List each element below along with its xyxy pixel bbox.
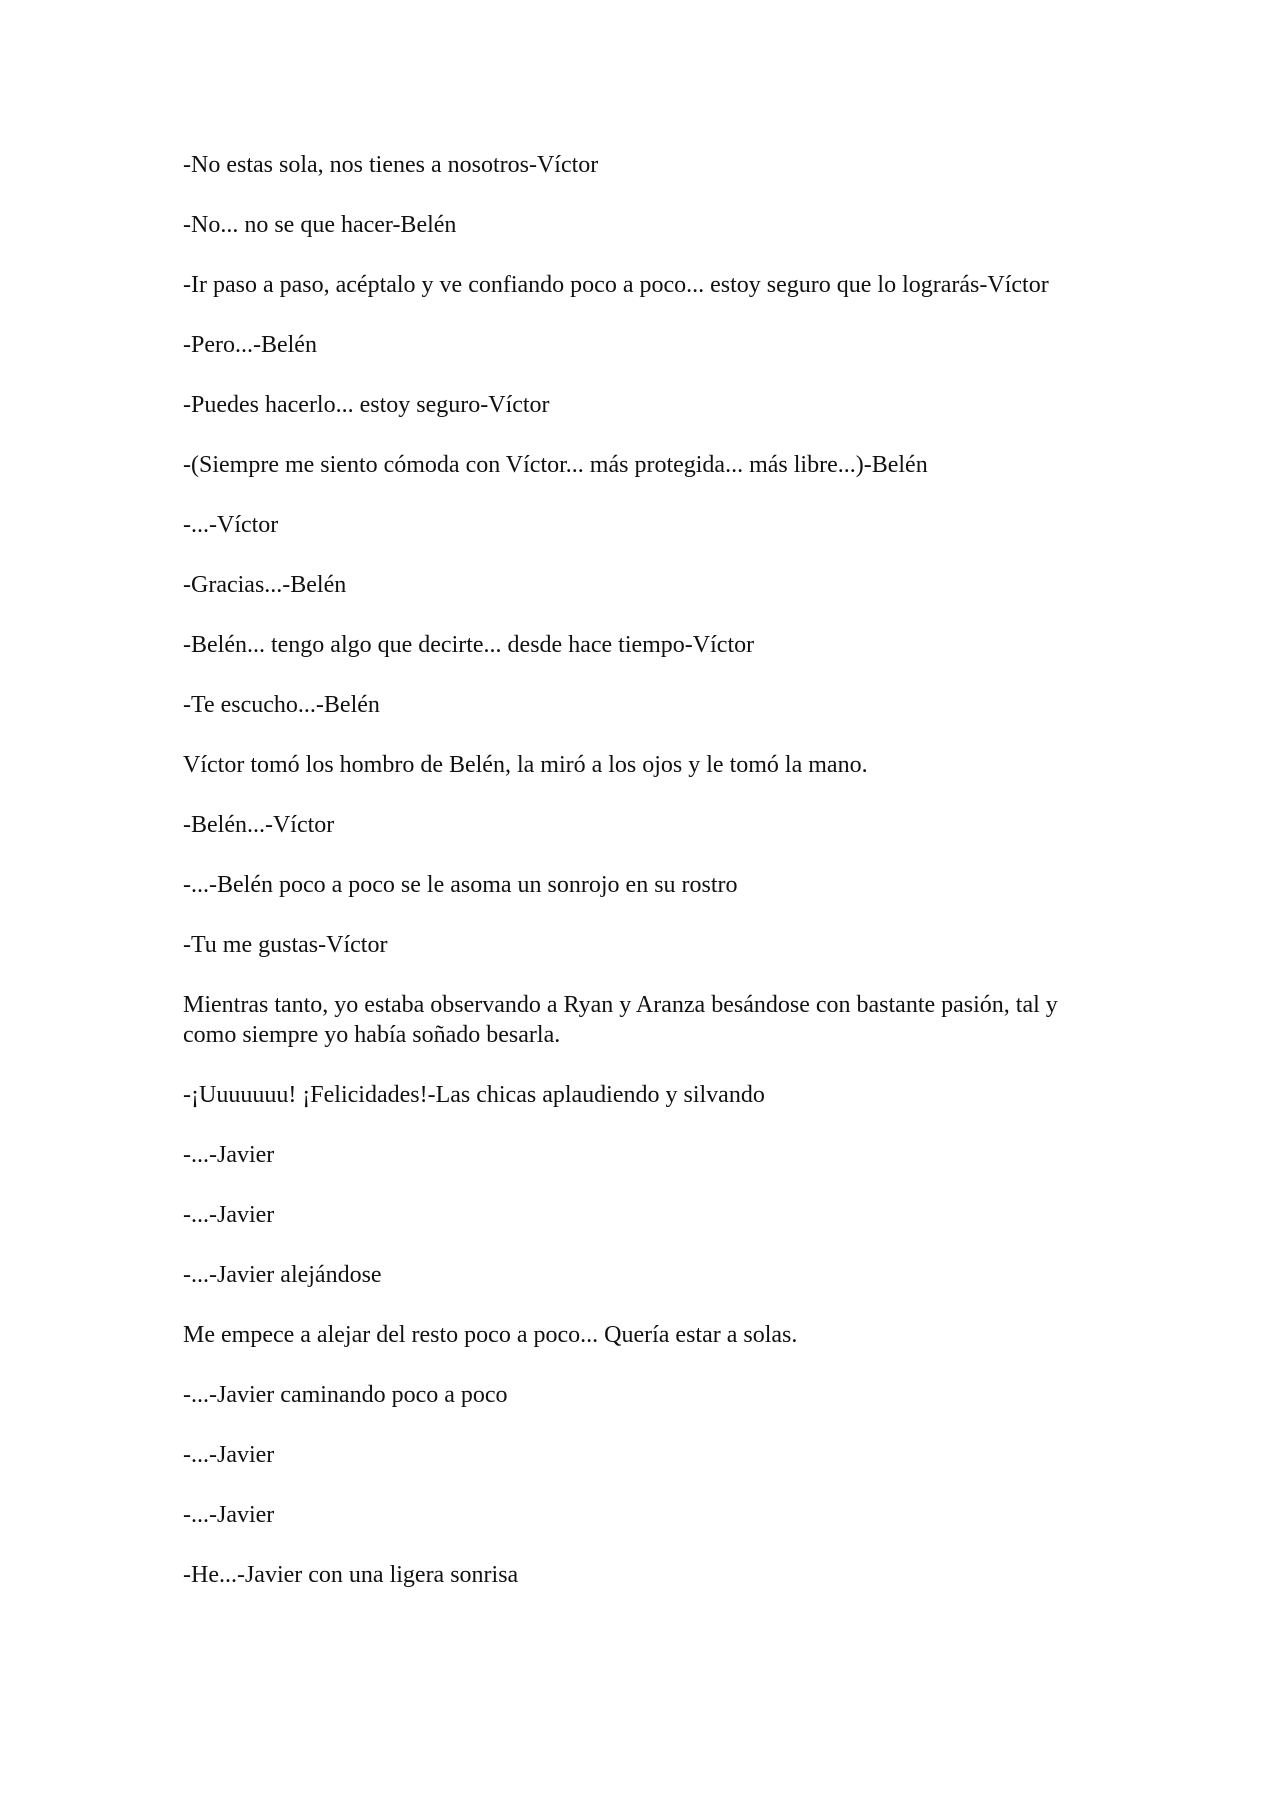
paragraph: -Puedes hacerlo... estoy seguro-Víctor (183, 392, 550, 418)
paragraph: -Tu me gustas-Víctor (183, 932, 388, 958)
paragraph: -No estas sola, nos tienes a nosotros-Víctor (183, 152, 599, 178)
paragraph: -Belén...-Víctor (183, 812, 335, 838)
paragraph: -He...-Javier con una ligera sonrisa (183, 1562, 519, 1588)
paragraph: -...-Javier (183, 1502, 275, 1528)
paragraph: -Pero...-Belén (183, 332, 317, 358)
document-body (183, 150, 1083, 1620)
paragraph: -Gracias...-Belén (183, 572, 347, 598)
paragraph: -...-Javier (183, 1442, 275, 1468)
paragraph: Víctor tomó los hombro de Belén, la miró a los ojos y le tomó la mano. (183, 752, 868, 778)
paragraph: -No... no se que hacer-Belén (183, 212, 457, 238)
paragraph: -Te escucho...-Belén (183, 692, 380, 718)
paragraph: -¡Uuuuuuu! ¡Felicidades!-Las chicas aplaudiendo y silvando (183, 1082, 765, 1108)
paragraph: -...-Javier (183, 1142, 275, 1168)
paragraph: -Ir paso a paso, acéptalo y ve confiando poco a poco... estoy seguro que lo lograrás-Víctor (183, 272, 1049, 298)
paragraph: -...-Víctor (183, 512, 279, 538)
paragraph: -...-Javier (183, 1202, 275, 1228)
paragraph: Me empece a alejar del resto poco a poco... Quería estar a solas. (183, 1322, 798, 1348)
paragraph: -Belén... tengo algo que decirte... desde hace tiempo-Víctor (183, 632, 755, 658)
paragraph: -...-Javier alejándose (183, 1262, 382, 1288)
paragraph: -...-Belén poco a poco se le asoma un sonrojo en su rostro (183, 872, 738, 898)
paragraph: -(Siempre me siento cómoda con Víctor... más protegida... más libre...)-Belén (183, 452, 928, 478)
paragraph: -...-Javier caminando poco a poco (183, 1382, 508, 1408)
paragraph: Mientras tanto, yo estaba observando a Ryan y Aranza besándose con bastante pasión, tal y como siempre yo había soñado besarla. (183, 992, 1058, 1048)
